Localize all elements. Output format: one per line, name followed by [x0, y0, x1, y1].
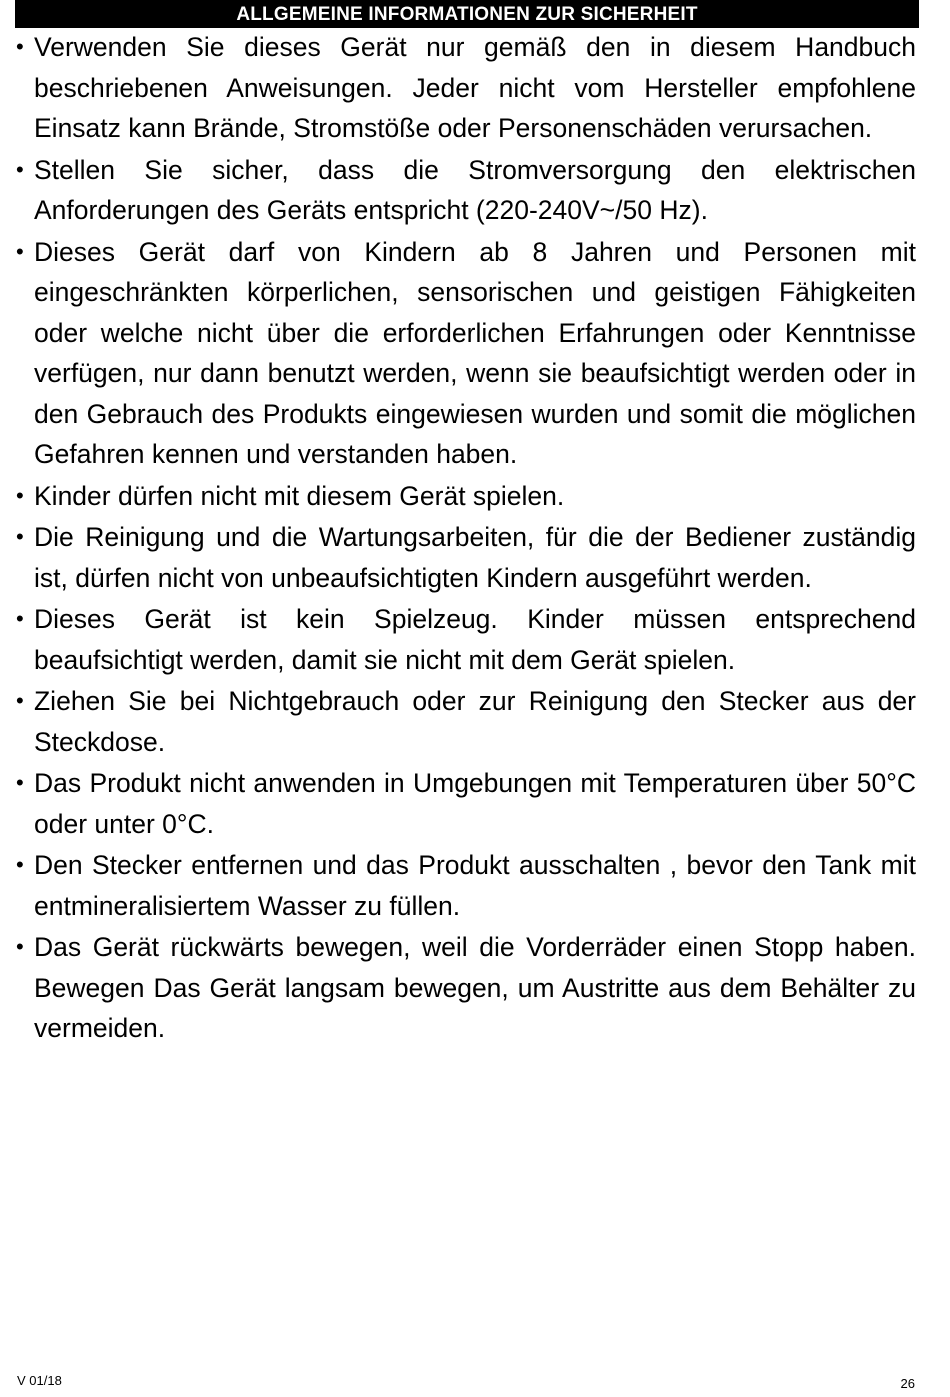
bullet-icon: • — [16, 524, 24, 549]
bullet-icon: • — [16, 688, 24, 713]
bullet-icon: • — [16, 934, 24, 959]
list-item — [16, 476, 916, 517]
list-item-text: Den Stecker entfernen und das Produkt ausschalten , bevor den Tank mit entmineralisiertem Wasser zu füllen. — [34, 850, 916, 921]
bullet-icon: • — [16, 156, 24, 182]
section-header: ALLGEMEINE INFORMATIONEN ZUR SICHERHEIT — [15, 0, 919, 28]
list-item-text: Die Reinigung und die Wartungsarbeiten, für die der Bediener zuständig ist, dürfen nicht von unbeaufsichtigten Kindern ausgeführt werden. — [34, 522, 916, 593]
list-item-text: Stellen Sie sicher, dass die Stromversorgung den elektrischen Anforderungen des Geräts entspricht (220-240V~/50 Hz). — [34, 154, 916, 225]
list-item-text: Dieses Gerät ist kein Spielzeug. Kinder müssen entsprechend beaufsichtigt werden, damit sie nicht mit dem Gerät spielen. — [34, 604, 916, 675]
list-item — [16, 517, 916, 598]
bullet-icon: • — [16, 238, 24, 264]
list-item-text: Dieses Gerät darf von Kindern ab 8 Jahren und Personen mit eingeschränkten körperlichen, sensorischen und geistigen Fähigkeiten oder welche nicht über die erforderlichen Erfahrungen oder Kenntnisse verfügen, nur dann benutzt werden, wenn sie beaufsichtigt werden oder in den Gebrauch des Produkts eingewiesen wurden und somit die möglichen Gefahren kennen und verstanden haben. — [34, 236, 916, 469]
list-item — [16, 681, 916, 762]
bullet-icon: • — [16, 770, 24, 795]
list-item — [16, 27, 916, 149]
list-item — [16, 599, 916, 680]
list-item-text: Ziehen Sie bei Nichtgebrauch oder zur Reinigung den Stecker aus der Steckdose. — [34, 686, 916, 757]
page-number: 26 — [900, 1376, 915, 1391]
version-label: V 01/18 — [17, 1373, 62, 1388]
safety-instructions-list — [16, 27, 916, 1050]
list-item — [16, 763, 916, 844]
list-item — [16, 232, 916, 475]
list-item-text: Das Gerät rückwärts bewegen, weil die Vorderräder einen Stopp haben. Bewegen Das Gerät langsam bewegen, um Austritte aus dem Behälter zu vermeiden. — [34, 932, 916, 1043]
bullet-icon: • — [16, 852, 24, 877]
list-item-text: Verwenden Sie dieses Gerät nur gemäß den in diesem Handbuch beschriebenen Anweisungen. Jeder nicht vom Hersteller empfohlene Einsatz kann Brände, Stromstöße oder Personenschäden verursachen. — [34, 32, 916, 143]
list-item-text: Das Produkt nicht anwenden in Umgebungen mit Temperaturen über 50°C oder unter 0°C. — [34, 768, 916, 839]
list-item — [16, 150, 916, 231]
list-item — [16, 845, 916, 926]
list-item-text: Kinder dürfen nicht mit diesem Gerät spielen. — [34, 480, 565, 511]
bullet-icon: • — [16, 482, 24, 508]
bullet-icon: • — [16, 34, 24, 59]
bullet-icon: • — [16, 606, 24, 631]
list-item — [16, 927, 916, 1049]
